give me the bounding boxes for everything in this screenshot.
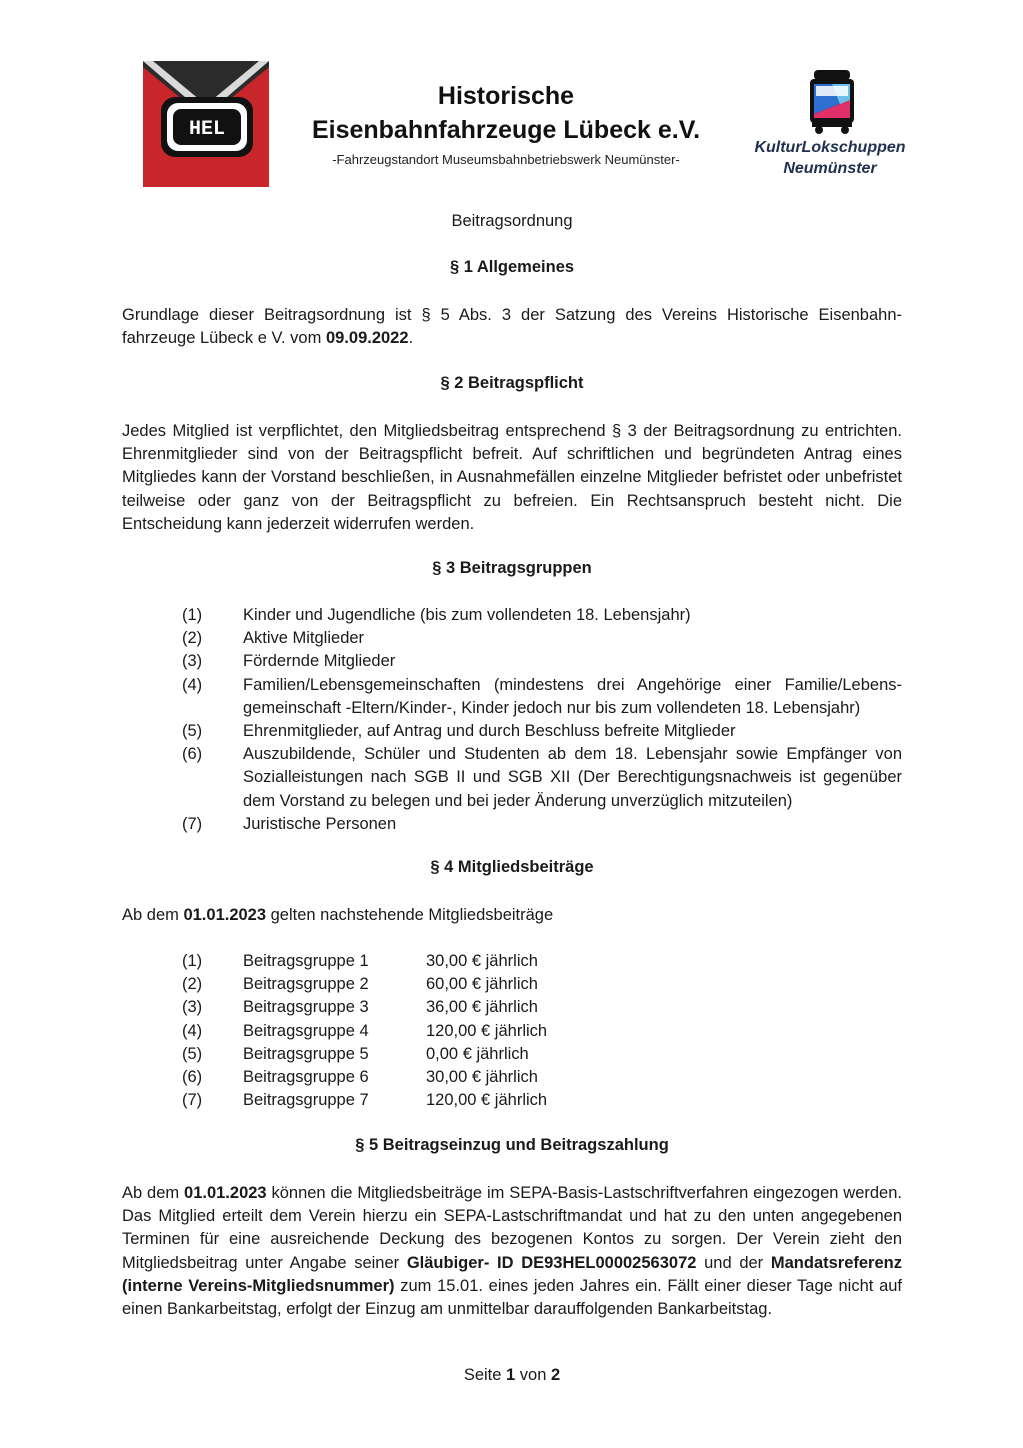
section-4-intro: Ab dem 01.01.2023 gelten nachstehende Mitgliedsbeiträge — [122, 906, 554, 924]
org-name-line2: Eisenbahnfahrzeuge Lübeck e.V. — [311, 116, 701, 144]
table-row: (4) Beitragsgruppe 4 120,00 € jährlich — [182, 1021, 548, 1040]
section-3-heading: § 3 Beitragsgruppen — [432, 559, 592, 577]
org-name-line1: Historische — [437, 82, 575, 110]
list-item: (5) Ehrenmitglieder, auf Antrag und durch Beschluss befreite Mitglieder — [182, 722, 736, 741]
hel-logo-text: HEL — [188, 118, 226, 141]
partner-name-line1: KulturLokschuppen — [754, 139, 906, 156]
table-row: (3) Beitragsgruppe 3 36,00 € jährlich — [182, 998, 538, 1017]
table-row: (7) Beitragsgruppe 7 120,00 € jährlich — [182, 1091, 548, 1110]
section-5-text: Ab dem 01.01.2023 können die Mitgliedsbeiträge im SEPA-Basis-Lastschriftverfahren eingezogen werden. Das Mitglied erteilt dem Verein hierzu ein SEPA-Lastschriftmandat und hat zu den unten angegebenen Terminen für eine ausreichende Deckung des bezogenen Kontos zu sorgen. Der Verein zieht den Mitgliedsbeitrag unter Angabe seiner Gläubiger- ID DE93HEL00002563072 und der Mandatsreferenz (interne Vereins-Mitgliedsnummer) zum 15.01. eines jeden Jahres ein. Fällt einer dieser Tage nicht auf einen Bankarbeitstag, erfolgt der Einzug am unmittelbar darauffolgenden Bankarbeitstag. — [122, 1184, 903, 1319]
table-row: (1) Beitragsgruppe 1 30,00 € jährlich — [182, 952, 538, 970]
page-number: Seite 1 von 2 — [463, 1366, 561, 1384]
contribution-groups-list — [182, 604, 902, 836]
fees-table — [182, 950, 682, 1112]
sepa-start-date: 01.01.2023 — [184, 1184, 267, 1202]
section-1-heading: § 1 Allgemeines — [449, 258, 575, 276]
list-item: (1) Kinder und Jugendliche (bis zum vollendeten 18. Lebensjahr) — [182, 606, 691, 624]
list-item: (4) Familien/Lebensgemeinschaften (mindestens drei Angehörige einer Familie/Lebens-gemeinschaft -Eltern/Kinder-, Kinder jedoch nur bis zum vollendeten 18. Lebensjahr) — [182, 675, 902, 717]
hel-logo — [143, 61, 269, 187]
list-item: (6) Auszubildende, Schüler und Studenten ab dem 18. Lebensjahr sowie Empfänger von Sozialleistungen nach SGB II und SGB XII (Der Berechtigungsnachweis ist gegenüber dem Vorstand zu belegen und bei jeder Änderung unverzüglich mitzuteilen) — [182, 745, 902, 810]
table-row: (6) Beitragsgruppe 6 30,00 € jährlich — [182, 1068, 538, 1087]
mandate-reference: Mandatsreferenz (interne Vereins-Mitgliedsnummer) — [122, 1253, 902, 1295]
section-1-text: Grundlage dieser Beitragsordnung ist § 5 Abs. 3 der Satzung des Vereins Historische Eisenbahn-fahrzeuge Lübeck e V. vom 09.09.2022. — [122, 306, 902, 348]
org-subtitle: -Fahrzeugstandort Museumsbahnbetriebswerk Neumünster- — [332, 152, 680, 167]
table-row: (2) Beitragsgruppe 2 60,00 € jährlich — [182, 975, 538, 994]
statute-date: 09.09.2022 — [325, 329, 409, 348]
section-2-text: Jedes Mitglied ist verpflichtet, den Mitgliedsbeitrag entsprechend § 3 der Beitragsordnung zu entrichten. Ehrenmitglieder sind von der Beitragspflicht befreit. Auf schriftlichen und begründeten Antrag eines Mitgliedes kann der Vorstand beschließen, in Ausnahmefällen einzelne Mitglieder befristet oder unbefristet teilweise oder ganz von der Beitragspflicht zu befreien. Ein Rechtsanspruch besteht nicht. Die Entscheidung kann jederzeit widerrufen werden. — [122, 422, 902, 533]
list-item: (3) Fördernde Mitglieder — [182, 652, 396, 671]
table-row: (5) Beitragsgruppe 5 0,00 € jährlich — [182, 1044, 529, 1063]
list-item: (7) Juristische Personen — [182, 814, 397, 833]
section-4-heading: § 4 Mitgliedsbeiträge — [430, 858, 594, 876]
document-title: Beitragsordnung — [451, 212, 573, 230]
creditor-id: Gläubiger- ID DE93HEL00002563072 — [406, 1253, 697, 1272]
list-item: (2) Aktive Mitglieder — [182, 629, 365, 648]
effective-date: 01.01.2023 — [183, 906, 267, 924]
partner-name-line2: Neumünster — [783, 160, 877, 177]
section-2-heading: § 2 Beitragspflicht — [440, 374, 584, 392]
section-5-heading: § 5 Beitragseinzug und Beitragszahlung — [355, 1136, 669, 1154]
